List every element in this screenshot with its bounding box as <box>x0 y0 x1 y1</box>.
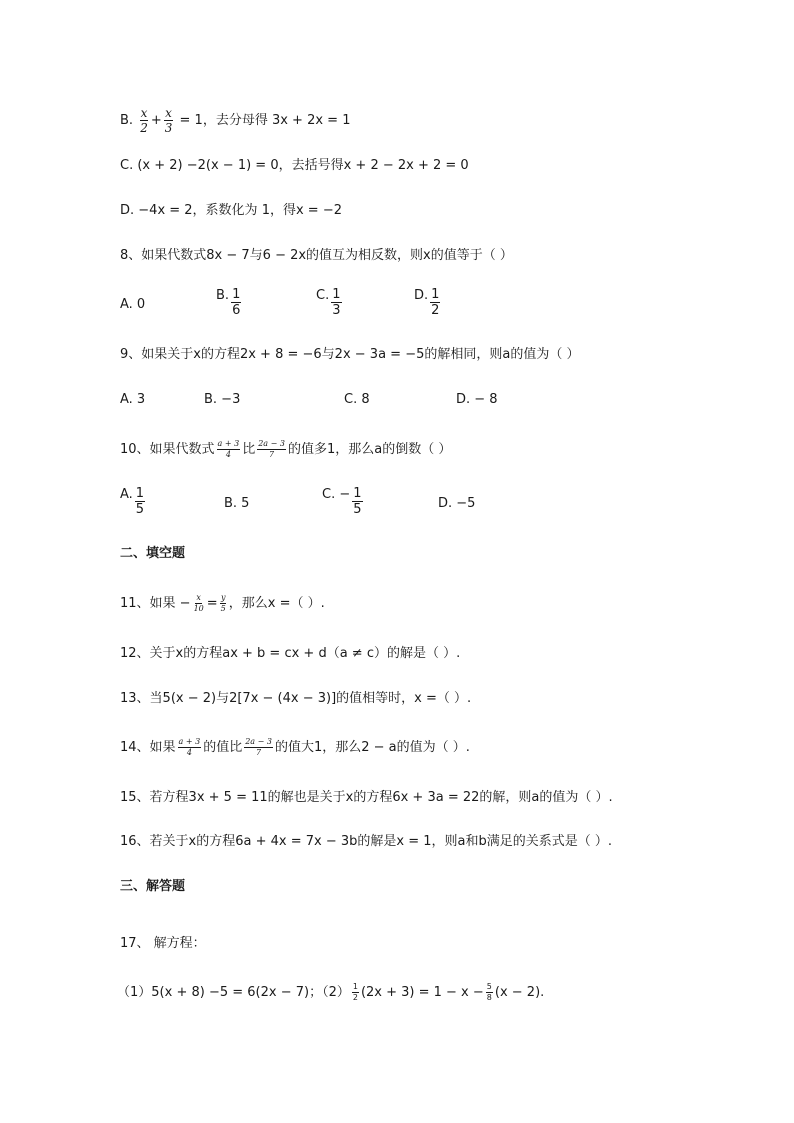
q9-option-a: A. 3 <box>120 392 146 407</box>
equation-part-3: (x − 2). <box>494 985 545 1000</box>
denominator: 5 <box>220 604 226 613</box>
q10-option-c <box>322 486 362 517</box>
q7-option-c: C. (x + 2) −2(x − 1) = 0，去括号得x + 2 − 2x + 2 = 0 <box>120 158 469 173</box>
q7-option-b <box>120 107 350 134</box>
fraction <box>164 107 174 134</box>
q8-option-a: A. 0 <box>120 297 146 312</box>
option-label: C. − <box>322 487 351 502</box>
numerator: 1 <box>431 287 440 302</box>
question-17-stem: 17、 解方程： <box>120 936 206 951</box>
numerator: a + 3 <box>178 737 201 746</box>
numerator: 1 <box>353 486 362 501</box>
fraction <box>331 288 341 317</box>
fraction <box>257 440 286 459</box>
denominator: 2 <box>431 303 440 318</box>
fraction <box>135 487 145 516</box>
numerator: 2a − 3 <box>245 737 272 746</box>
denominator: 5 <box>135 502 145 517</box>
option-label: C. <box>316 288 330 303</box>
section-heading-fill-in: 二、填空题 <box>120 546 186 561</box>
question-13: 13、当5(x − 2)与2[7x − (4x − 3)]的值相等时，x =（ ）. <box>120 691 472 706</box>
numerator: x <box>196 593 201 602</box>
q8-option-b <box>216 287 241 318</box>
question-11 <box>120 594 325 613</box>
q9-option-c: C. 8 <box>344 392 370 407</box>
question-9-stem: 9、如果关于x的方程2x + 8 = −6与2x − 3a = −5的解相同，则a的值为（ ） <box>120 347 580 362</box>
numerator: 1 <box>352 982 358 991</box>
fraction <box>430 288 440 317</box>
numerator: 1 <box>135 486 145 501</box>
q7-option-d: D. −4x = 2，系数化为 1，得x = −2 <box>120 203 342 218</box>
denominator: 4 <box>225 450 231 459</box>
numerator: 2a − 3 <box>258 439 285 448</box>
question-16: 16、若关于x的方程6a + 4x = 7x − 3b的解是x = 1，则a和b满足的关系式是（ ）. <box>120 834 613 849</box>
question-15: 15、若方程3x + 5 = 11的解也是关于x的方程6x + 3a = 22的解，则a的值为（ ）. <box>120 790 613 805</box>
fraction <box>178 738 202 757</box>
denominator: 8 <box>486 993 492 1002</box>
option-label: B. <box>216 288 230 303</box>
q9-option-d: D. − 8 <box>456 392 498 407</box>
denominator: 3 <box>164 121 173 135</box>
q8-option-d <box>414 287 440 318</box>
denominator: 7 <box>269 450 275 459</box>
stem-text: 的值多1，那么a的倒数（ ） <box>287 442 452 457</box>
q10-option-b: B. 5 <box>224 496 250 511</box>
denominator: 4 <box>186 748 192 757</box>
q10-option-d: D. −5 <box>438 496 476 511</box>
equation-part-1: （1）5(x + 8) −5 = 6(2x − 7)；（2） <box>117 985 350 1000</box>
option-label: A. <box>120 487 133 502</box>
question-17-equations <box>117 983 544 1002</box>
question-8-stem: 8、如果代数式8x − 7与6 − 2x的值互为相反数，则x的值等于（ ） <box>120 248 513 263</box>
option-label: D. <box>414 288 429 303</box>
numerator: x <box>140 106 148 120</box>
option-label: B. <box>120 113 134 128</box>
denominator: 2 <box>352 993 358 1002</box>
stem-text: 11、如果 − <box>120 596 191 611</box>
fraction <box>352 487 362 516</box>
numerator: x <box>165 106 172 120</box>
plus-sign: + <box>150 113 162 128</box>
denominator: 2 <box>140 121 148 135</box>
denominator: 6 <box>232 303 241 318</box>
stem-text: ，那么x =（ ）. <box>228 596 325 611</box>
numerator: 1 <box>332 287 341 302</box>
question-12: 12、关于x的方程ax + b = cx + d（a ≠ c）的解是（ ）. <box>120 646 461 661</box>
fraction <box>193 594 205 613</box>
denominator: 3 <box>332 303 341 318</box>
question-14 <box>120 738 470 757</box>
fraction <box>352 983 359 1002</box>
q8-option-c <box>316 287 341 318</box>
equation-text: = 1，去分母得 3x + 2x = 1 <box>179 113 351 128</box>
numerator: 1 <box>232 287 241 302</box>
stem-text: 的值大1，那么2 − a的值为（ ）. <box>274 740 470 755</box>
stem-text: 比 <box>242 442 256 457</box>
numerator: a + 3 <box>217 439 240 448</box>
numerator: y <box>220 593 226 602</box>
stem-text: 14、如果 <box>120 740 176 755</box>
fraction <box>220 594 227 613</box>
numerator: 5 <box>486 982 492 991</box>
denominator: 5 <box>353 502 362 517</box>
q10-option-a <box>120 486 145 517</box>
stem-text: 10、如果代数式 <box>120 442 215 457</box>
fraction <box>217 440 241 459</box>
fraction <box>486 983 493 1002</box>
denominator: 10 <box>193 604 204 613</box>
fraction <box>244 738 273 757</box>
section-heading-solve: 三、解答题 <box>120 879 186 894</box>
equals-sign: = <box>206 596 218 611</box>
denominator: 7 <box>256 748 262 757</box>
fraction <box>139 107 149 134</box>
q9-option-b: B. −3 <box>204 392 241 407</box>
stem-text: 的值比 <box>203 740 243 755</box>
equation-part-2: (2x + 3) = 1 − x − <box>360 985 484 1000</box>
fraction <box>231 288 241 317</box>
question-10-stem <box>120 440 451 459</box>
